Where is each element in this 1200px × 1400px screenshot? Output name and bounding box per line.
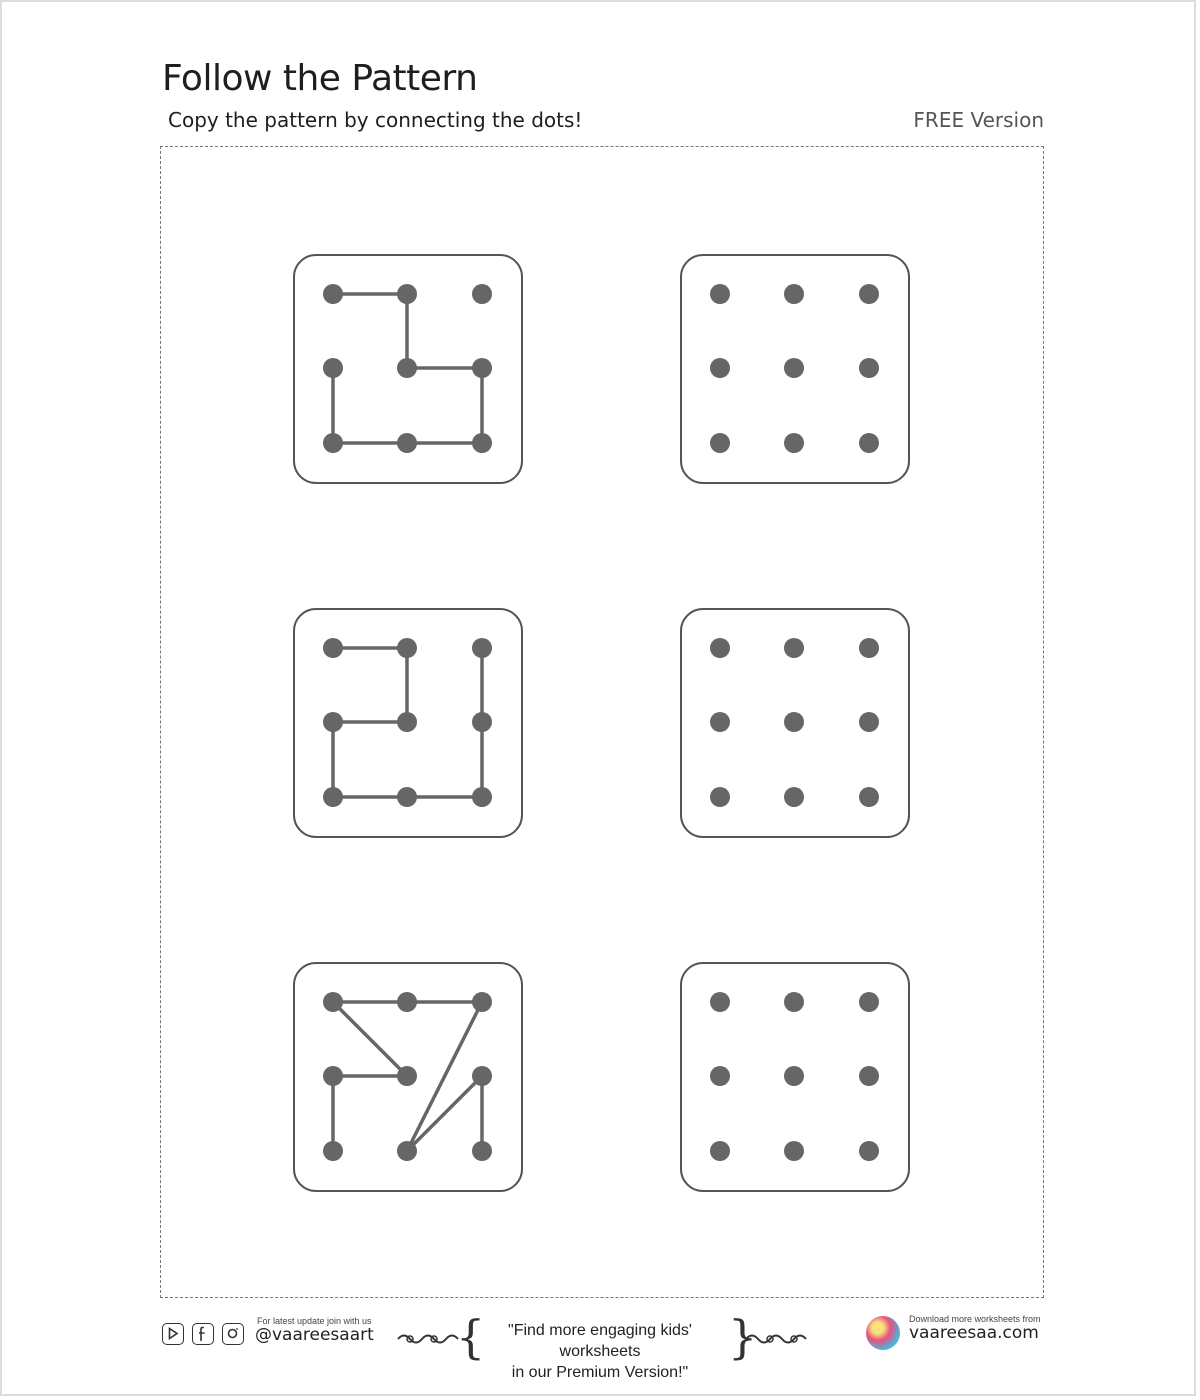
practice-grid-2-dot <box>859 638 879 658</box>
instructions: Copy the pattern by connecting the dots! <box>168 108 583 132</box>
pattern-2-dot <box>397 712 417 732</box>
practice-grid-1-dot <box>710 433 730 453</box>
practice-grid-2-dot <box>710 712 730 732</box>
facebook-icon[interactable] <box>192 1323 214 1345</box>
youtube-icon[interactable] <box>162 1323 184 1345</box>
site-logo <box>866 1316 900 1350</box>
practice-grid-3-dot <box>784 992 804 1012</box>
premium-quote <box>472 1320 728 1383</box>
quote-line-1: "Find more engaging kids' worksheets <box>508 1322 692 1360</box>
pattern-1-dot <box>323 284 343 304</box>
swirl-left-icon <box>396 1326 462 1352</box>
practice-grid-2-dot <box>710 638 730 658</box>
brace-left-icon: { <box>456 1310 486 1364</box>
practice-grid-3-dot <box>784 1066 804 1086</box>
pattern-1-dot <box>472 433 492 453</box>
practice-grid-2-dot <box>859 712 879 732</box>
practice-grid-1-dot <box>784 433 804 453</box>
site-link[interactable]: vaareesaa.com <box>909 1323 1039 1343</box>
pattern-3-dot <box>323 1141 343 1161</box>
practice-grid-1-dot <box>859 433 879 453</box>
practice-grid-2-dot <box>784 638 804 658</box>
practice-grid-2-dot <box>859 787 879 807</box>
practice-grid-1-dot <box>859 284 879 304</box>
practice-grid-3-dot <box>710 1141 730 1161</box>
practice-grid-2-dot <box>784 787 804 807</box>
page-title: Follow the Pattern <box>162 58 478 99</box>
practice-grid-3-dot <box>784 1141 804 1161</box>
practice-grid-1-dot <box>784 284 804 304</box>
version-label: FREE Version <box>913 108 1044 132</box>
pattern-1-dot <box>397 358 417 378</box>
pattern-2-dot <box>323 712 343 732</box>
pattern-2-dot <box>472 787 492 807</box>
brace-right-icon: } <box>728 1310 758 1364</box>
pattern-2-dot <box>472 712 492 732</box>
pattern-3-dot <box>472 1141 492 1161</box>
practice-grid-3-dot <box>859 992 879 1012</box>
pattern-2-dot <box>323 638 343 658</box>
practice-grid-3-dot <box>859 1066 879 1086</box>
practice-grid-3-dot <box>710 1066 730 1086</box>
practice-grid-3-dot <box>859 1141 879 1161</box>
pattern-1-dot <box>472 358 492 378</box>
pattern-1-dot <box>472 284 492 304</box>
pattern-3-dot <box>323 1066 343 1086</box>
pattern-3-dot <box>397 1141 417 1161</box>
practice-grid-2-dot <box>710 787 730 807</box>
swirl-right-icon <box>742 1326 808 1352</box>
instagram-icon[interactable] <box>222 1323 244 1345</box>
pattern-3-dot <box>472 992 492 1012</box>
pattern-3-dot <box>397 992 417 1012</box>
practice-grid-2-dot <box>784 712 804 732</box>
pattern-3-dot <box>323 992 343 1012</box>
pattern-3-dot <box>472 1066 492 1086</box>
practice-grid-1-dot <box>710 284 730 304</box>
practice-grid-1-dot <box>710 358 730 378</box>
social-handle[interactable]: @vaareesaart <box>255 1325 374 1345</box>
pattern-3-dot <box>397 1066 417 1086</box>
quote-line-2: in our Premium Version!" <box>511 1364 689 1381</box>
pattern-2-dot <box>397 787 417 807</box>
practice-grid-1-dot <box>784 358 804 378</box>
download-caption: Download more worksheets from <box>909 1314 1041 1324</box>
follow-caption: For latest update join with us <box>257 1316 372 1326</box>
practice-grid-3-dot <box>710 992 730 1012</box>
practice-grid-1-dot <box>859 358 879 378</box>
pattern-1-dot <box>397 284 417 304</box>
pattern-2-dot <box>323 787 343 807</box>
pattern-2-dot <box>472 638 492 658</box>
pattern-1-dot <box>397 433 417 453</box>
pattern-1-dot <box>323 358 343 378</box>
pattern-1-dot <box>323 433 343 453</box>
pattern-2-dot <box>397 638 417 658</box>
